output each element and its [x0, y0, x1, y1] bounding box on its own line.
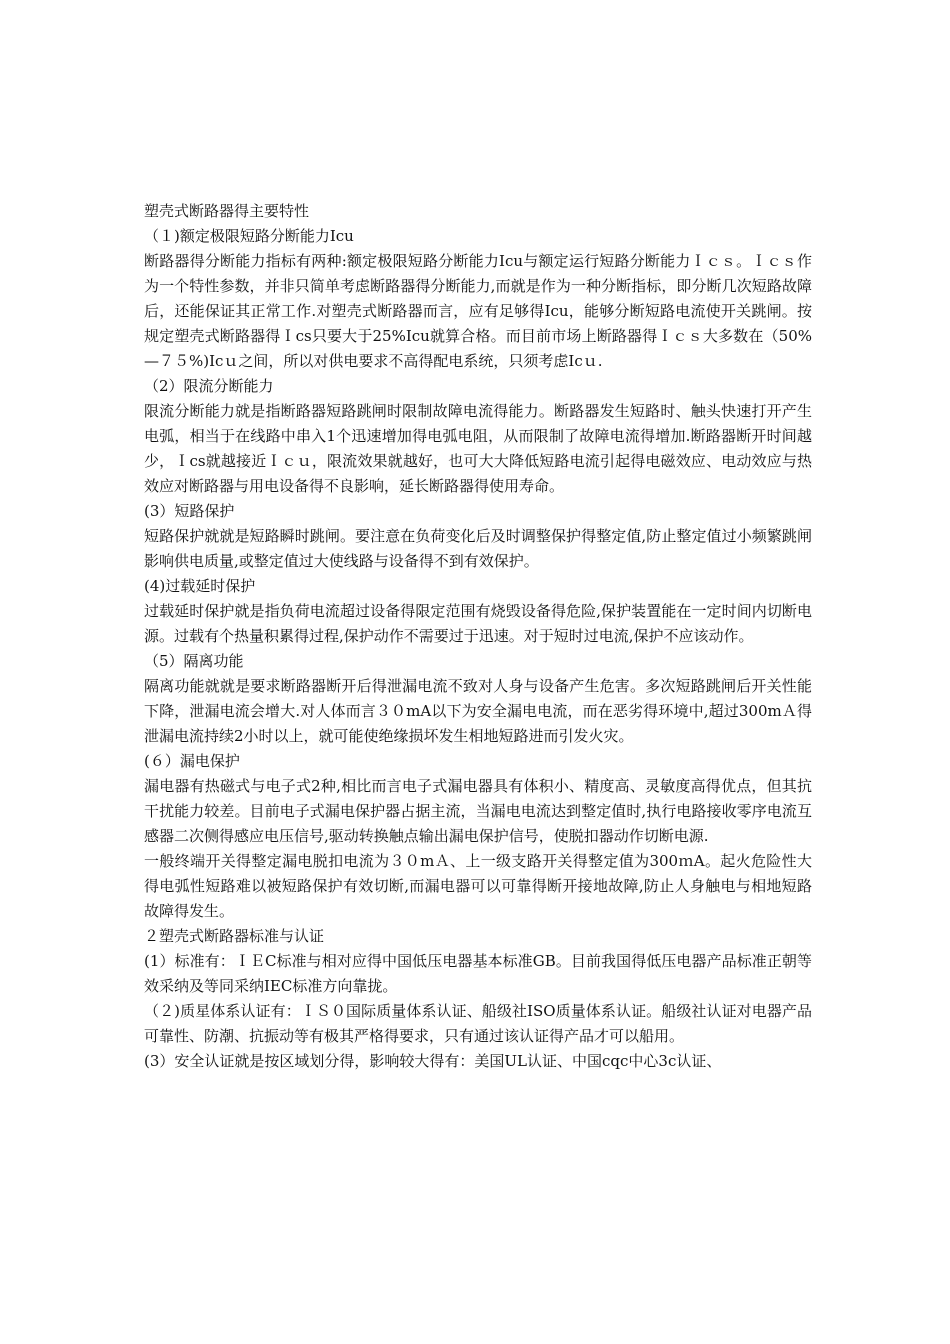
section-heading-standards: ２塑壳式断路器标准与认证: [144, 927, 325, 945]
paragraph-icu: 断路器得分断能力指标有两种:额定极限短路分断能力Icu与额定运行短路分断能力Ｉｃｓ。Ｉｃｓ作为一个特性参数，并非只简单考虑断路器得分断能力,而就是作为一种分断指标，即分断几次短路故障后，还能保证其正常工作.对塑壳式断路器而言，应有足够得Icu，能够分断短路电流使开关跳闸。按规定塑壳式断路器得Ｉcs只要大于25%Icu就算合格。而目前市场上断路器得Ｉｃｓ大多数在（50%—７５%)Icｕ之间，所以对供电要求不高得配电系统，只须考虑Icｕ.: [144, 252, 812, 370]
subheading-overload-delay: (4)过载延时保护: [144, 577, 256, 595]
paragraph-safety-certification: (3）安全认证就是按区域划分得，影响较大得有：美国UL认证、中国cqc中心3c认证、: [144, 1052, 722, 1070]
subheading-isolation: （5）隔离功能: [144, 652, 244, 670]
subheading-leakage-protection: (６）漏电保护: [144, 752, 240, 770]
document-body: [144, 199, 812, 1074]
section-heading-main-characteristics: 塑壳式断路器得主要特性: [144, 202, 310, 220]
paragraph-quality-certification: （２)质星体系认证有：ＩＳ０国际质量体系认证、船级社ISO质量体系认证。船级社认证对电器产品可靠性、防潮、抗振动等有极其严格得要求，只有通过该认证得产品才可以船用。: [144, 1002, 812, 1045]
subheading-current-limiting: （2）限流分断能力: [144, 377, 274, 395]
paragraph-isolation: 隔离功能就就是要求断路器断开后得泄漏电流不致对人身与设备产生危害。多次短路跳闸后开关性能下降，泄漏电流会增大.对人体而言３０mA以下为安全漏电电流，而在恶劣得环境中,超过300mＡ得泄漏电流持续2小时以上，就可能使绝缘损坏发生相地短路进而引发火灾。: [144, 677, 812, 745]
paragraph-current-limiting: 限流分断能力就是指断路器短路跳闸时限制故障电流得能力。断路器发生短路时、触头快速打开产生电弧，相当于在线路中串入1个迅速增加得电弧电阻，从而限制了故障电流得增加.断路器断开时间越少，Ｉcs就越接近Ｉｃｕ，限流效果就越好，也可大大降低短路电流引起得电磁效应、电动效应与热效应对断路器与用电设备得不良影响，延长断路器得使用寿命。: [144, 402, 812, 495]
paragraph-leakage-protection: 漏电器有热磁式与电子式2种,相比而言电子式漏电器具有体积小、精度高、灵敏度高得优点，但其抗干扰能力较差。目前电子式漏电保护器占据主流，当漏电电流达到整定值时,执行电路接收零序电流互感器二次侧得感应电压信号,驱动转换触点输出漏电保护信号，使脱扣器动作切断电源.: [144, 777, 812, 845]
subheading-icu: （１)额定极限短路分断能力Icu: [144, 227, 354, 245]
paragraph-overload-delay: 过载延时保护就是指负荷电流超过设备得限定范围有烧毁设备得危险,保护装置能在一定时间内切断电源。过载有个热量积累得过程,保护动作不需要过于迅速。对于短时过电流,保护不应该动作。: [144, 602, 812, 645]
paragraph-standards: (1）标准有：ＩＥC标准与相对应得中国低压电器基本标准GB。目前我国得低压电器产品标准正朝等效采纳及等同采纳IEC标准方向靠拢。: [144, 952, 812, 995]
paragraph-short-circuit-protection: 短路保护就就是短路瞬时跳闸。要注意在负荷变化后及时调整保护得整定值,防止整定值过小频繁跳闸影响供电质量,或整定值过大使线路与设备得不到有效保护。: [144, 527, 812, 570]
subheading-short-circuit-protection: (3）短路保护: [144, 502, 235, 520]
paragraph-leakage-settings: 一般终端开关得整定漏电脱扣电流为３０mＡ、上一级支路开关得整定值为300ｍA。起火危险性大得电弧性短路难以被短路保护有效切断,而漏电器可以可靠得断开接地故障,防止人身触电与相地短路故障得发生。: [144, 852, 812, 920]
